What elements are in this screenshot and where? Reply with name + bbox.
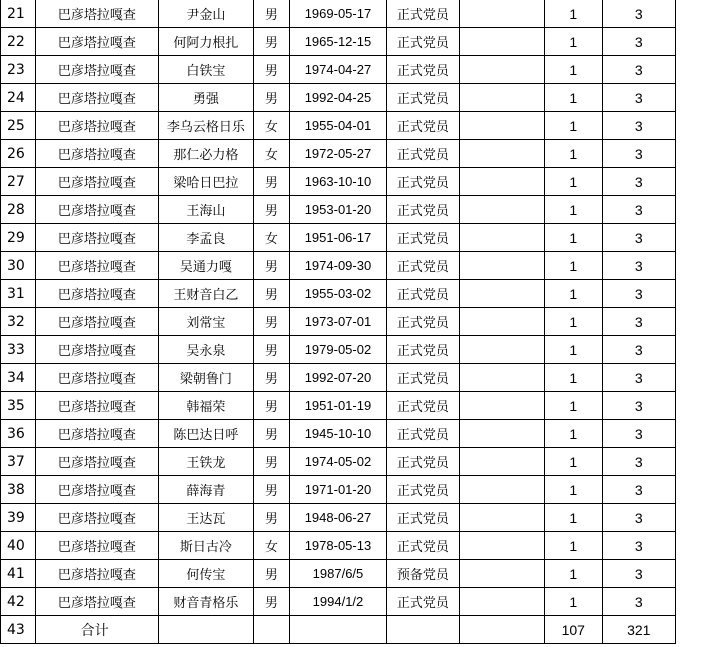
name-cell[interactable]: 韩福荣 [159,392,253,420]
birth-date-cell[interactable]: 1963-10-10 [290,168,386,196]
cell-empty[interactable] [460,336,545,364]
cell-empty[interactable] [460,280,545,308]
name-cell[interactable]: 李孟良 [159,224,253,252]
branch-cell[interactable]: 巴彦塔拉嘎查 [35,336,159,364]
cell-empty[interactable] [460,56,545,84]
table-row [1,168,676,196]
name-cell[interactable]: 勇强 [159,84,253,112]
sex-cell[interactable]: 男 [253,336,290,364]
birth-date-cell[interactable]: 1973-07-01 [290,308,386,336]
cell-empty[interactable] [460,28,545,56]
birth-date-cell[interactable]: 1955-04-01 [290,112,386,140]
fee-cell[interactable]: 3 [602,504,675,532]
birth-date-cell[interactable]: 1987/6/5 [290,560,386,588]
row-number[interactable]: 27 [1,168,36,196]
table-row [1,140,676,168]
sex-cell[interactable]: 男 [253,196,290,224]
table-row [1,0,676,28]
branch-cell[interactable]: 巴彦塔拉嘎查 [35,224,159,252]
sex-cell[interactable]: 男 [253,392,290,420]
name-cell[interactable]: 斯日古冷 [159,532,253,560]
birth-date-cell[interactable]: 1972-05-27 [290,140,386,168]
sex-cell[interactable]: 男 [253,252,290,280]
branch-cell[interactable]: 巴彦塔拉嘎查 [35,112,159,140]
status-cell[interactable]: 正式党员 [386,168,459,196]
name-cell[interactable]: 李乌云格日乐 [159,112,253,140]
status-cell[interactable]: 预备党员 [386,560,459,588]
name-cell[interactable]: 薛海青 [159,476,253,504]
table-row [1,560,676,588]
table-row [1,308,676,336]
cell-empty[interactable] [460,420,545,448]
table-row [1,532,676,560]
branch-cell[interactable]: 巴彦塔拉嘎查 [35,532,159,560]
row-number[interactable]: 28 [1,196,36,224]
cell-empty[interactable] [460,252,545,280]
row-number[interactable]: 42 [1,588,36,616]
name-cell[interactable]: 那仁必力格 [159,140,253,168]
birth-date-cell[interactable]: 1979-05-02 [290,336,386,364]
sex-cell[interactable]: 男 [253,84,290,112]
fee-cell[interactable]: 3 [602,560,675,588]
table-row [1,280,676,308]
status-cell[interactable]: 正式党员 [386,56,459,84]
total-fee[interactable]: 321 [602,616,675,644]
birth-date-cell[interactable]: 1992-07-20 [290,364,386,392]
status-cell[interactable]: 正式党员 [386,392,459,420]
table-row [1,224,676,252]
row-number[interactable]: 34 [1,364,36,392]
cell-empty[interactable] [460,308,545,336]
sex-cell[interactable]: 男 [253,168,290,196]
cell-empty[interactable] [460,0,545,28]
status-cell[interactable]: 正式党员 [386,336,459,364]
branch-cell[interactable]: 巴彦塔拉嘎查 [35,560,159,588]
birth-date-cell[interactable]: 1945-10-10 [290,420,386,448]
count-cell[interactable]: 1 [544,56,602,84]
branch-cell[interactable]: 巴彦塔拉嘎查 [35,0,159,28]
count-cell[interactable]: 1 [544,280,602,308]
branch-cell[interactable]: 巴彦塔拉嘎查 [35,56,159,84]
fee-cell[interactable]: 3 [602,56,675,84]
birth-date-cell[interactable]: 1974-04-27 [290,56,386,84]
count-cell[interactable]: 1 [544,140,602,168]
fee-cell[interactable]: 3 [602,0,675,28]
name-cell[interactable]: 财音青格乐 [159,588,253,616]
row-number[interactable]: 22 [1,28,36,56]
name-cell[interactable]: 尹金山 [159,0,253,28]
row-number[interactable]: 36 [1,420,36,448]
birth-date-cell[interactable]: 1994/1/2 [290,588,386,616]
status-cell[interactable]: 正式党员 [386,476,459,504]
sex-cell[interactable]: 女 [253,112,290,140]
fee-cell[interactable]: 3 [602,84,675,112]
fee-cell[interactable]: 3 [602,364,675,392]
branch-cell[interactable]: 巴彦塔拉嘎查 [35,252,159,280]
total-row [1,616,676,644]
name-cell[interactable]: 梁哈日巴拉 [159,168,253,196]
table-body [1,0,676,616]
name-cell[interactable]: 梁朝鲁门 [159,364,253,392]
sex-cell[interactable]: 男 [253,364,290,392]
fee-cell[interactable]: 3 [602,476,675,504]
fee-cell[interactable]: 3 [602,392,675,420]
sex-cell[interactable]: 男 [253,588,290,616]
birth-date-cell[interactable]: 1951-01-19 [290,392,386,420]
table-row [1,252,676,280]
row-number[interactable]: 25 [1,112,36,140]
table-row [1,588,676,616]
status-cell[interactable]: 正式党员 [386,504,459,532]
status-cell[interactable]: 正式党员 [386,140,459,168]
count-cell[interactable]: 1 [544,364,602,392]
row-number[interactable]: 40 [1,532,36,560]
sex-cell[interactable]: 男 [253,476,290,504]
total-row-number[interactable]: 43 [1,616,36,644]
count-cell[interactable]: 1 [544,0,602,28]
fee-cell[interactable]: 3 [602,168,675,196]
birth-date-cell[interactable]: 1951-06-17 [290,224,386,252]
branch-cell[interactable]: 巴彦塔拉嘎查 [35,28,159,56]
cell-empty[interactable] [460,84,545,112]
birth-date-cell[interactable]: 1969-05-17 [290,0,386,28]
birth-date-cell[interactable]: 1965-12-15 [290,28,386,56]
cell-empty[interactable] [460,476,545,504]
name-cell[interactable]: 白铁宝 [159,56,253,84]
status-cell[interactable]: 正式党员 [386,252,459,280]
name-cell[interactable]: 吴永泉 [159,336,253,364]
fee-cell[interactable]: 3 [602,420,675,448]
table-row [1,504,676,532]
cell-empty[interactable] [460,448,545,476]
sex-cell[interactable]: 男 [253,56,290,84]
row-number[interactable]: 38 [1,476,36,504]
status-cell[interactable]: 正式党员 [386,308,459,336]
name-cell[interactable]: 王达瓦 [159,504,253,532]
cell-empty[interactable] [290,616,386,644]
name-cell[interactable]: 王铁龙 [159,448,253,476]
count-cell[interactable]: 1 [544,196,602,224]
cell-empty[interactable] [386,616,459,644]
count-cell[interactable]: 1 [544,588,602,616]
status-cell[interactable]: 正式党员 [386,224,459,252]
cell-empty[interactable] [159,616,253,644]
count-cell[interactable]: 1 [544,336,602,364]
branch-cell[interactable]: 巴彦塔拉嘎查 [35,420,159,448]
cell-empty[interactable] [460,504,545,532]
status-cell[interactable]: 正式党员 [386,280,459,308]
count-cell[interactable]: 1 [544,532,602,560]
branch-cell[interactable]: 巴彦塔拉嘎查 [35,196,159,224]
branch-cell[interactable]: 巴彦塔拉嘎查 [35,84,159,112]
row-number[interactable]: 29 [1,224,36,252]
count-cell[interactable]: 1 [544,168,602,196]
fee-cell[interactable]: 3 [602,252,675,280]
cell-empty[interactable] [460,140,545,168]
sex-cell[interactable]: 男 [253,504,290,532]
status-cell[interactable]: 正式党员 [386,532,459,560]
name-cell[interactable]: 刘常宝 [159,308,253,336]
sex-cell[interactable]: 男 [253,308,290,336]
table-row [1,56,676,84]
sex-cell[interactable]: 女 [253,140,290,168]
sex-cell[interactable]: 男 [253,280,290,308]
fee-cell[interactable]: 3 [602,448,675,476]
sex-cell[interactable]: 男 [253,560,290,588]
birth-date-cell[interactable]: 1955-03-02 [290,280,386,308]
row-number[interactable]: 30 [1,252,36,280]
status-cell[interactable]: 正式党员 [386,112,459,140]
branch-cell[interactable]: 巴彦塔拉嘎查 [35,448,159,476]
count-cell[interactable]: 1 [544,448,602,476]
row-number[interactable]: 37 [1,448,36,476]
name-cell[interactable]: 王海山 [159,196,253,224]
row-number[interactable]: 21 [1,0,36,28]
branch-cell[interactable]: 巴彦塔拉嘎查 [35,588,159,616]
row-number[interactable]: 35 [1,392,36,420]
table-row [1,28,676,56]
cell-empty[interactable] [460,196,545,224]
name-cell[interactable]: 王财音白乙 [159,280,253,308]
status-cell[interactable]: 正式党员 [386,28,459,56]
row-number[interactable]: 39 [1,504,36,532]
row-number[interactable]: 32 [1,308,36,336]
row-number[interactable]: 31 [1,280,36,308]
fee-cell[interactable]: 3 [602,532,675,560]
status-cell[interactable]: 正式党员 [386,420,459,448]
cell-empty[interactable] [460,112,545,140]
status-cell[interactable]: 正式党员 [386,84,459,112]
birth-date-cell[interactable]: 1974-05-02 [290,448,386,476]
count-cell[interactable]: 1 [544,392,602,420]
name-cell[interactable]: 陈巴达日呼 [159,420,253,448]
status-cell[interactable]: 正式党员 [386,448,459,476]
count-cell[interactable]: 1 [544,224,602,252]
status-cell[interactable]: 正式党员 [386,588,459,616]
sex-cell[interactable]: 男 [253,0,290,28]
birth-date-cell[interactable]: 1978-05-13 [290,532,386,560]
row-number[interactable]: 26 [1,140,36,168]
sex-cell[interactable]: 女 [253,532,290,560]
count-cell[interactable]: 1 [544,476,602,504]
branch-cell[interactable]: 巴彦塔拉嘎查 [35,504,159,532]
count-cell[interactable]: 1 [544,420,602,448]
sex-cell[interactable]: 女 [253,224,290,252]
table-row [1,448,676,476]
status-cell[interactable]: 正式党员 [386,364,459,392]
status-cell[interactable]: 正式党员 [386,0,459,28]
name-cell[interactable]: 何阿力根扎 [159,28,253,56]
branch-cell[interactable]: 巴彦塔拉嘎查 [35,364,159,392]
total-label[interactable]: 合计 [35,616,159,644]
count-cell[interactable]: 1 [544,112,602,140]
cell-empty[interactable] [460,224,545,252]
table-row [1,476,676,504]
sex-cell[interactable]: 男 [253,448,290,476]
fee-cell[interactable]: 3 [602,588,675,616]
count-cell[interactable]: 1 [544,504,602,532]
table-row [1,336,676,364]
row-number[interactable]: 41 [1,560,36,588]
cell-empty[interactable] [460,392,545,420]
cell-empty[interactable] [253,616,290,644]
row-number[interactable]: 23 [1,56,36,84]
fee-cell[interactable]: 3 [602,336,675,364]
count-cell[interactable]: 1 [544,560,602,588]
birth-date-cell[interactable]: 1953-01-20 [290,196,386,224]
branch-cell[interactable]: 巴彦塔拉嘎查 [35,280,159,308]
fee-cell[interactable]: 3 [602,224,675,252]
status-cell[interactable]: 正式党员 [386,196,459,224]
sex-cell[interactable]: 男 [253,420,290,448]
cell-empty[interactable] [460,616,545,644]
fee-cell[interactable]: 3 [602,140,675,168]
branch-cell[interactable]: 巴彦塔拉嘎查 [35,476,159,504]
table-row [1,196,676,224]
count-cell[interactable]: 1 [544,308,602,336]
branch-cell[interactable]: 巴彦塔拉嘎查 [35,308,159,336]
fee-cell[interactable]: 3 [602,280,675,308]
branch-cell[interactable]: 巴彦塔拉嘎查 [35,140,159,168]
cell-empty[interactable] [460,588,545,616]
sex-cell[interactable]: 男 [253,28,290,56]
row-number[interactable]: 24 [1,84,36,112]
birth-date-cell[interactable]: 1974-09-30 [290,252,386,280]
table-row [1,392,676,420]
row-number[interactable]: 33 [1,336,36,364]
count-cell[interactable]: 1 [544,84,602,112]
count-cell[interactable]: 1 [544,28,602,56]
cell-empty[interactable] [460,364,545,392]
cell-empty[interactable] [460,532,545,560]
name-cell[interactable]: 何传宝 [159,560,253,588]
fee-cell[interactable]: 3 [602,308,675,336]
branch-cell[interactable]: 巴彦塔拉嘎查 [35,168,159,196]
name-cell[interactable]: 吴通力嘎 [159,252,253,280]
branch-cell[interactable]: 巴彦塔拉嘎查 [35,392,159,420]
table-row [1,84,676,112]
table-row [1,112,676,140]
fee-cell[interactable]: 3 [602,112,675,140]
total-count[interactable]: 107 [544,616,602,644]
birth-date-cell[interactable]: 1971-01-20 [290,476,386,504]
fee-cell[interactable]: 3 [602,28,675,56]
cell-empty[interactable] [460,560,545,588]
table-row [1,420,676,448]
count-cell[interactable]: 1 [544,252,602,280]
table-row [1,364,676,392]
birth-date-cell[interactable]: 1992-04-25 [290,84,386,112]
birth-date-cell[interactable]: 1948-06-27 [290,504,386,532]
fee-cell[interactable]: 3 [602,196,675,224]
cell-empty[interactable] [460,168,545,196]
